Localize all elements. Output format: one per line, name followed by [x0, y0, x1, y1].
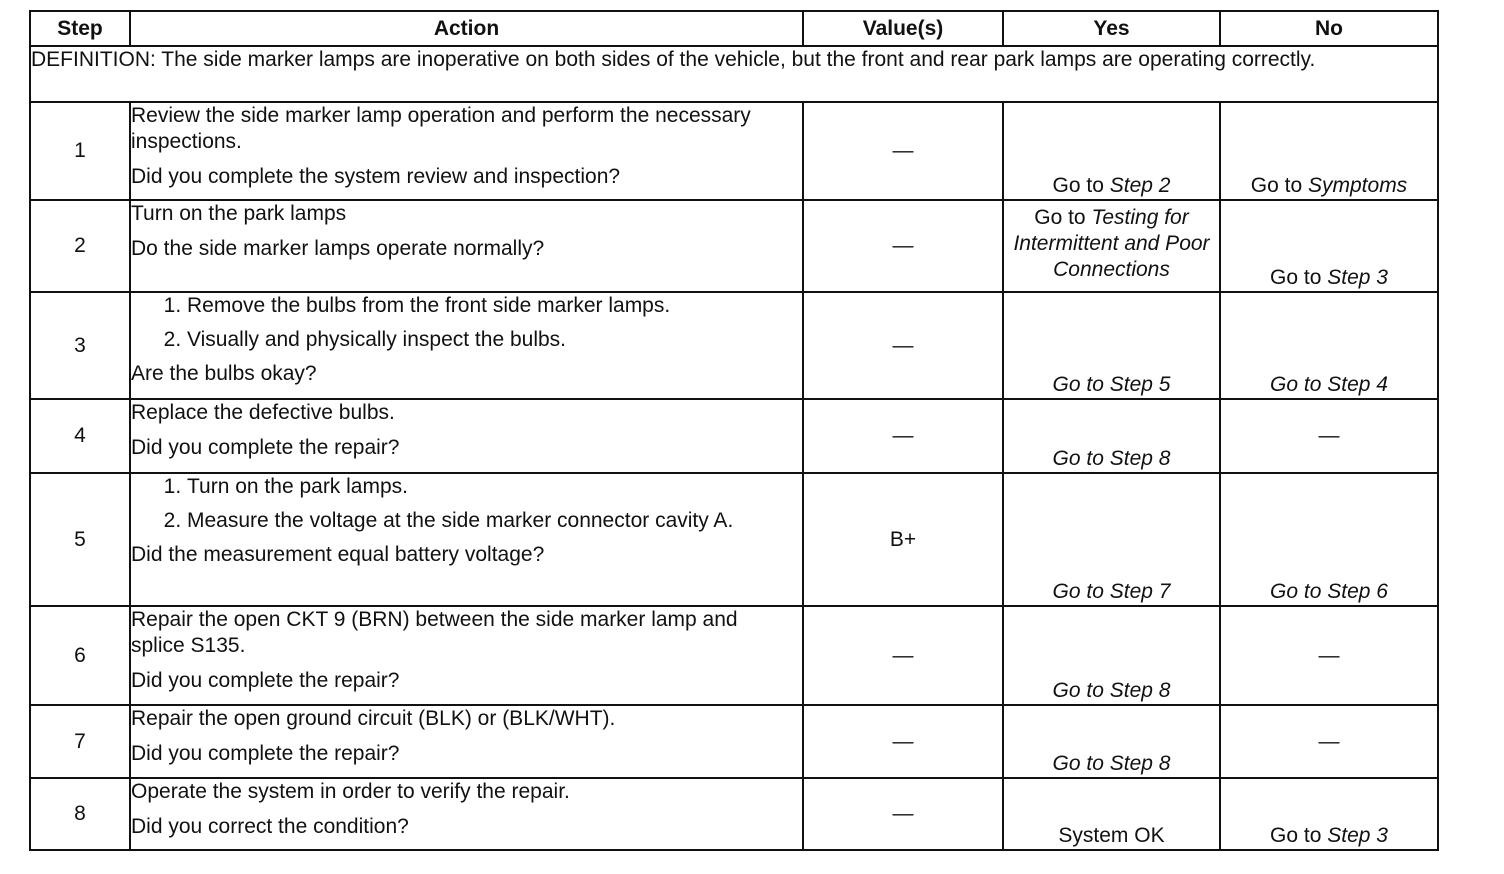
value-cell: — [803, 292, 1003, 399]
yes-cell: System OK [1003, 778, 1220, 850]
action-cell [130, 292, 803, 399]
no-cell [1220, 102, 1438, 200]
no-cell: — [1220, 399, 1438, 473]
action-question: Did you complete the system review and inspection? [131, 165, 621, 188]
yes-link[interactable]: Go to Step 8 [1052, 679, 1171, 702]
action-question: Did you correct the condition? [131, 815, 409, 838]
table-row [30, 292, 1438, 399]
substep-list [131, 293, 802, 353]
table-row [30, 200, 1438, 292]
no-link[interactable]: Step 3 [1327, 266, 1388, 289]
no-prefix: Go to [1270, 824, 1328, 847]
header-row [30, 11, 1438, 46]
no-link[interactable]: Symptoms [1308, 174, 1408, 197]
yes-link[interactable]: Go to Step 5 [1052, 373, 1171, 396]
yes-link[interactable]: Go to Step 8 [1052, 447, 1171, 470]
action-question: Do the side marker lamps operate normally? [131, 237, 545, 260]
substep-item: 1. Turn on the park lamps. [187, 474, 802, 500]
no-cell [1220, 473, 1438, 606]
no-cell [1220, 778, 1438, 850]
diagnostic-table [29, 10, 1439, 851]
value-cell: B+ [803, 473, 1003, 606]
step-number: 3 [30, 292, 130, 399]
no-prefix: Go to [1270, 266, 1328, 289]
action-question: Did you complete the repair? [131, 436, 400, 459]
action-cell [130, 102, 803, 200]
action-cell [130, 399, 803, 473]
table-row [30, 606, 1438, 705]
no-cell: — [1220, 705, 1438, 778]
yes-link[interactable]: Testing for Intermittent and Poor Connections [1013, 206, 1210, 281]
step-number: 2 [30, 200, 130, 292]
action-text: Replace the defective bulbs. [131, 401, 395, 424]
no-link[interactable]: Step 3 [1327, 824, 1388, 847]
action-question: Did you complete the repair? [131, 669, 400, 692]
yes-link[interactable]: Step 2 [1109, 174, 1171, 197]
yes-cell [1003, 200, 1220, 292]
table-row [30, 473, 1438, 606]
substep-list [131, 474, 802, 534]
action-cell [130, 778, 803, 850]
table-row [30, 778, 1438, 850]
action-cell [130, 473, 803, 606]
action-text: Turn on the park lamps [131, 202, 347, 225]
substep-item: 1. Remove the bulbs from the front side marker lamps. [187, 293, 802, 319]
substep-item: 2. Visually and physically inspect the bulbs. [187, 327, 802, 353]
step-number: 5 [30, 473, 130, 606]
no-link[interactable]: Go to Step 6 [1270, 580, 1388, 603]
yes-cell [1003, 102, 1220, 200]
step-number: 8 [30, 778, 130, 850]
value-cell: — [803, 705, 1003, 778]
yes-cell [1003, 292, 1220, 399]
table-row [30, 705, 1438, 778]
yes-link[interactable]: Go to Step 7 [1052, 580, 1171, 603]
value-cell: — [803, 399, 1003, 473]
no-link[interactable]: Go to Step 4 [1270, 373, 1388, 396]
definition-row [30, 46, 1438, 102]
action-cell [130, 606, 803, 705]
action-question: Did the measurement equal battery voltage? [131, 543, 545, 566]
header-yes: Yes [1003, 11, 1220, 46]
yes-prefix: Go to [1034, 206, 1092, 229]
substep-item: 2. Measure the voltage at the side marker connector cavity A. [187, 508, 802, 534]
value-cell: — [803, 778, 1003, 850]
action-question: Did you complete the repair? [131, 742, 400, 765]
yes-cell [1003, 705, 1220, 778]
action-text: Repair the open ground circuit (BLK) or (BLK/WHT). [131, 707, 616, 730]
header-values: Value(s) [803, 11, 1003, 46]
value-cell: — [803, 606, 1003, 705]
definition-text: DEFINITION: The side marker lamps are inoperative on both sides of the vehicle, but the front and rear park lamps are operating correctly. [30, 46, 1438, 102]
step-number: 7 [30, 705, 130, 778]
yes-cell [1003, 606, 1220, 705]
action-question: Are the bulbs okay? [131, 362, 317, 385]
no-cell: — [1220, 606, 1438, 705]
action-text: Operate the system in order to verify the repair. [131, 780, 570, 803]
step-number: 6 [30, 606, 130, 705]
action-cell [130, 200, 803, 292]
yes-link[interactable]: Go to Step 8 [1052, 752, 1171, 775]
no-cell [1220, 292, 1438, 399]
header-no: No [1220, 11, 1438, 46]
yes-prefix: Go to [1052, 174, 1110, 197]
table-row [30, 102, 1438, 200]
header-action: Action [130, 11, 803, 46]
no-cell [1220, 200, 1438, 292]
yes-cell [1003, 399, 1220, 473]
value-cell: — [803, 200, 1003, 292]
value-cell: — [803, 102, 1003, 200]
action-text: Repair the open CKT 9 (BRN) between the side marker lamp and splice S135. [131, 608, 738, 657]
no-prefix: Go to [1250, 174, 1308, 197]
step-number: 1 [30, 102, 130, 200]
action-text: Review the side marker lamp operation and perform the necessary inspections. [131, 104, 751, 153]
step-number: 4 [30, 399, 130, 473]
action-cell [130, 705, 803, 778]
yes-cell [1003, 473, 1220, 606]
header-step: Step [30, 11, 130, 46]
table-row [30, 399, 1438, 473]
